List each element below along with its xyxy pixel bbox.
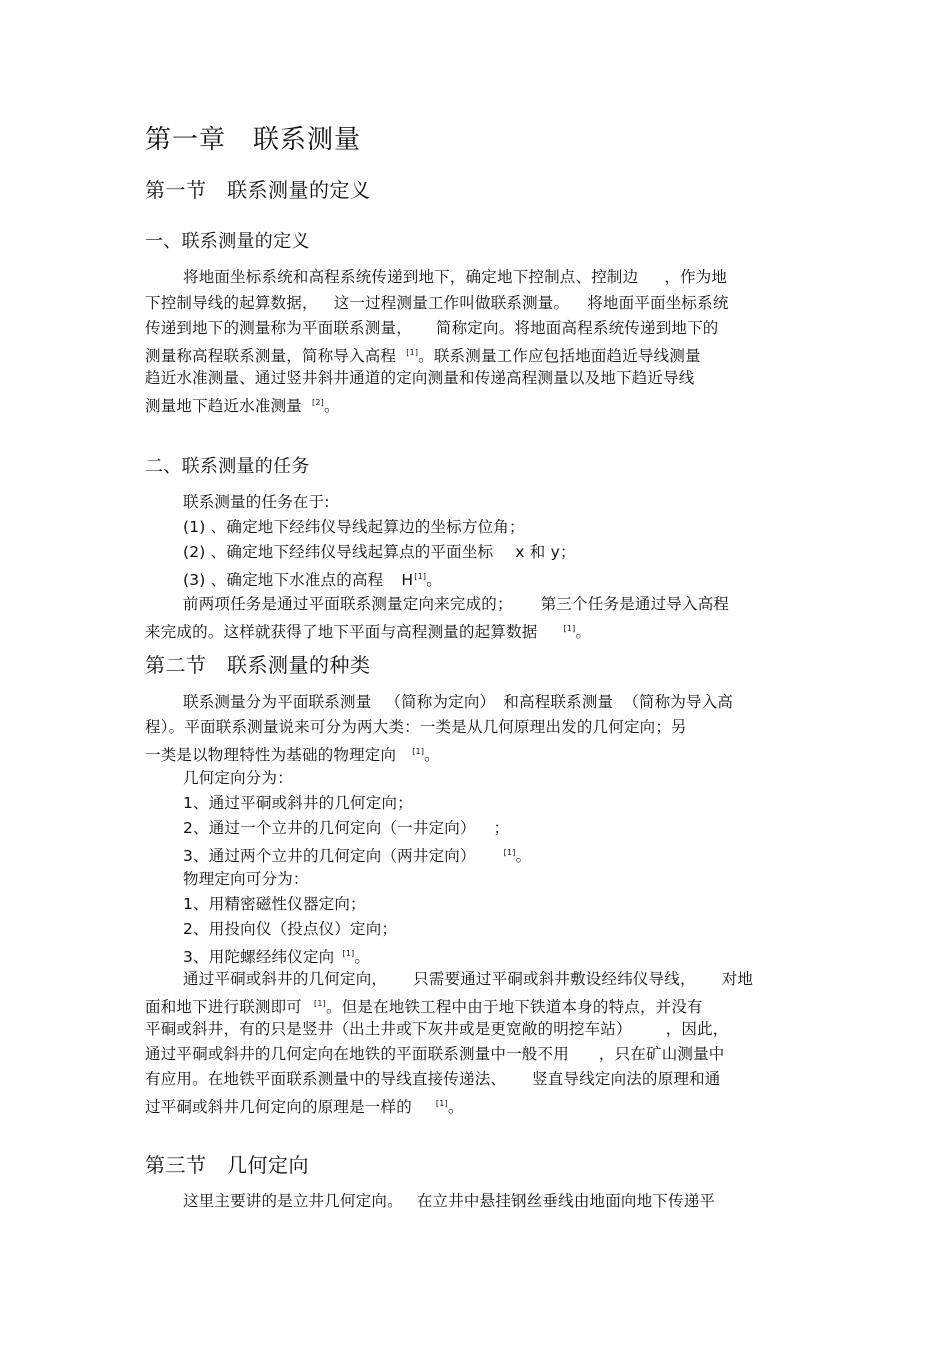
text-run: 平硐或斜井，有的只是竖井（出土井或下灰井或是更宽敞的明挖车站） [145, 1020, 632, 1038]
paragraph-line [145, 342, 701, 367]
paragraph-line [183, 593, 729, 615]
text-run: 来完成的。这样就获得了地下平面与高程测量的起算数据 [145, 623, 538, 641]
text-run: 联系测量分为平面联系测量 [183, 693, 372, 711]
text-run: 。 [323, 397, 340, 415]
list-item [183, 817, 509, 839]
text-run: 。 [575, 623, 592, 641]
citation-ref: [1] [435, 1099, 448, 1108]
text-run: 将地面平面坐标系统 [587, 294, 729, 312]
text-run: 在立井中悬挂钢丝垂线由地面向地下传递平 [416, 1192, 716, 1210]
text-run: (2) 、确定地下经纬仪导线起算点的平面坐标 [183, 543, 494, 561]
text-run: （简称为导入高 [623, 693, 734, 711]
text-run: 测量称高程联系测量，简称导入高程 [145, 347, 397, 365]
text-run: （简称为定向） [385, 693, 496, 711]
text-run: 。 [515, 847, 532, 865]
task-item: (1) 、确定地下经纬仪导线起算边的坐标方位角； [183, 518, 525, 536]
paragraph-line [145, 292, 729, 314]
list-item: 2、用投向仪（投点仪）定向； [183, 920, 398, 938]
text-run: 。 [426, 571, 442, 589]
paragraph-line [145, 1043, 725, 1065]
paragraph-line [145, 741, 440, 766]
citation-ref: [1] [414, 572, 427, 581]
text-run: 对地 [721, 970, 754, 988]
paragraph-line [145, 317, 719, 339]
paragraph-line [145, 1093, 464, 1118]
task-item [183, 566, 442, 591]
list-item [183, 943, 370, 968]
paragraph-line [183, 1190, 715, 1212]
text-run: 。但是在地铁工程中由于地下铁道本身的特点，并没有 [325, 998, 703, 1016]
citation-ref: [1] [563, 624, 576, 633]
subsection-2-title: 二、联系测量的任务 [145, 456, 310, 477]
citation-ref: [1] [406, 348, 419, 357]
chapter-title: 第一章 联系测量 [145, 125, 362, 155]
text-run: x 和 y； [515, 543, 576, 561]
list-intro: 几何定向分为： [183, 769, 293, 787]
list-item: 1、用精密磁性仪器定向； [183, 895, 366, 913]
paragraph-line [145, 993, 703, 1018]
paragraph-line [145, 716, 687, 738]
paragraph-line [145, 1018, 729, 1040]
text-run: 趋近水准测量、通过竖井斜井通道的定向测量和传递高程测量以及地下趋近导线 [145, 369, 695, 387]
citation-ref: [1] [342, 949, 355, 958]
paragraph-line [145, 618, 591, 643]
text-run: 。 [354, 948, 371, 966]
text-run: 通过平硐或斜井的几何定向在地铁的平面联系测量中一般不用 [145, 1045, 569, 1063]
text-run: 只需要通过平硐或斜井敷设经纬仪导线， [413, 970, 696, 988]
text-run: 简称定向。将地面高程系统传递到地下的 [435, 319, 719, 337]
text-run: 通过平硐或斜井的几何定向， [183, 970, 388, 988]
text-run: 测量地下趋近水准测量 [145, 397, 303, 415]
text-run: 3、通过两个立井的几何定向（两井定向） [183, 847, 476, 865]
text-run: ，因此， [665, 1020, 729, 1038]
text-run: 传递到地下的测量称为平面联系测量， [145, 319, 412, 337]
text-run: 2、通过一个立井的几何定向（一井定向） [183, 819, 476, 837]
text-run: 将地面坐标系统和高程系统传递到地下，确定地下控制点、控制边 [183, 268, 639, 286]
section-1-title: 第一节 联系测量的定义 [145, 178, 371, 202]
text-run: H [401, 571, 414, 589]
text-run: 前两项任务是通过平面联系测量定向来完成的； [183, 595, 513, 613]
paragraph-line [145, 392, 340, 417]
text-run: 和高程联系测量 [503, 693, 614, 711]
text-run: 一类是以物理特性为基础的物理定向 [145, 746, 397, 764]
text-run: 竖直导线定向法的原理和通 [532, 1070, 721, 1088]
text-run: ； [493, 819, 510, 837]
text-run: (3) 、确定地下水准点的高程 [183, 571, 384, 589]
text-run: 。 [447, 1098, 464, 1116]
text-run: 有应用。在地铁平面联系测量中的导线直接传递法、 [145, 1070, 507, 1088]
paragraph-line [145, 367, 695, 389]
text-run: ，只在矿山测量中 [598, 1045, 725, 1063]
subsection-1-title: 一、联系测量的定义 [145, 231, 310, 252]
text-run: 。 [424, 746, 440, 764]
paragraph-line [183, 968, 753, 990]
citation-ref: [2] [312, 398, 324, 407]
text-run: 下控制导线的起算数据， [145, 294, 318, 312]
text-run: 这一过程测量工作叫做联系测量。 [333, 294, 570, 312]
task-intro: 联系测量的任务在于: [183, 493, 330, 511]
text-run: ，作为地 [664, 268, 728, 286]
citation-ref: [1] [412, 747, 425, 756]
text-run: 这里主要讲的是立井几何定向。 [183, 1192, 403, 1210]
task-item [183, 541, 576, 563]
text-run: 过平硐或斜井几何定向的原理是一样的 [145, 1098, 412, 1116]
citation-ref: [1] [314, 999, 326, 1008]
paragraph-line [183, 266, 727, 288]
text-run: 面和地下进行联测即可 [145, 998, 303, 1016]
paragraph-line [145, 1068, 721, 1090]
list-item [183, 842, 531, 867]
citation-ref: [1] [503, 848, 516, 857]
text-run: 3、用陀螺经纬仪定向 [183, 948, 335, 966]
list-intro: 物理定向可分为： [183, 870, 309, 888]
list-item: 1、通过平硐或斜井的几何定向； [183, 794, 413, 812]
text-run: 。联系测量工作应包括地面趋近导线测量 [418, 347, 701, 365]
paragraph-line [183, 691, 733, 713]
text-run: 第三个任务是通过导入高程 [540, 595, 730, 613]
section-2-title: 第二节 联系测量的种类 [145, 653, 371, 677]
text-run: 程）。平面联系测量说来可分为两大类：一类是从几何原理出发的几何定向；另 [145, 718, 687, 736]
section-3-title: 第三节 几何定向 [145, 1153, 309, 1177]
